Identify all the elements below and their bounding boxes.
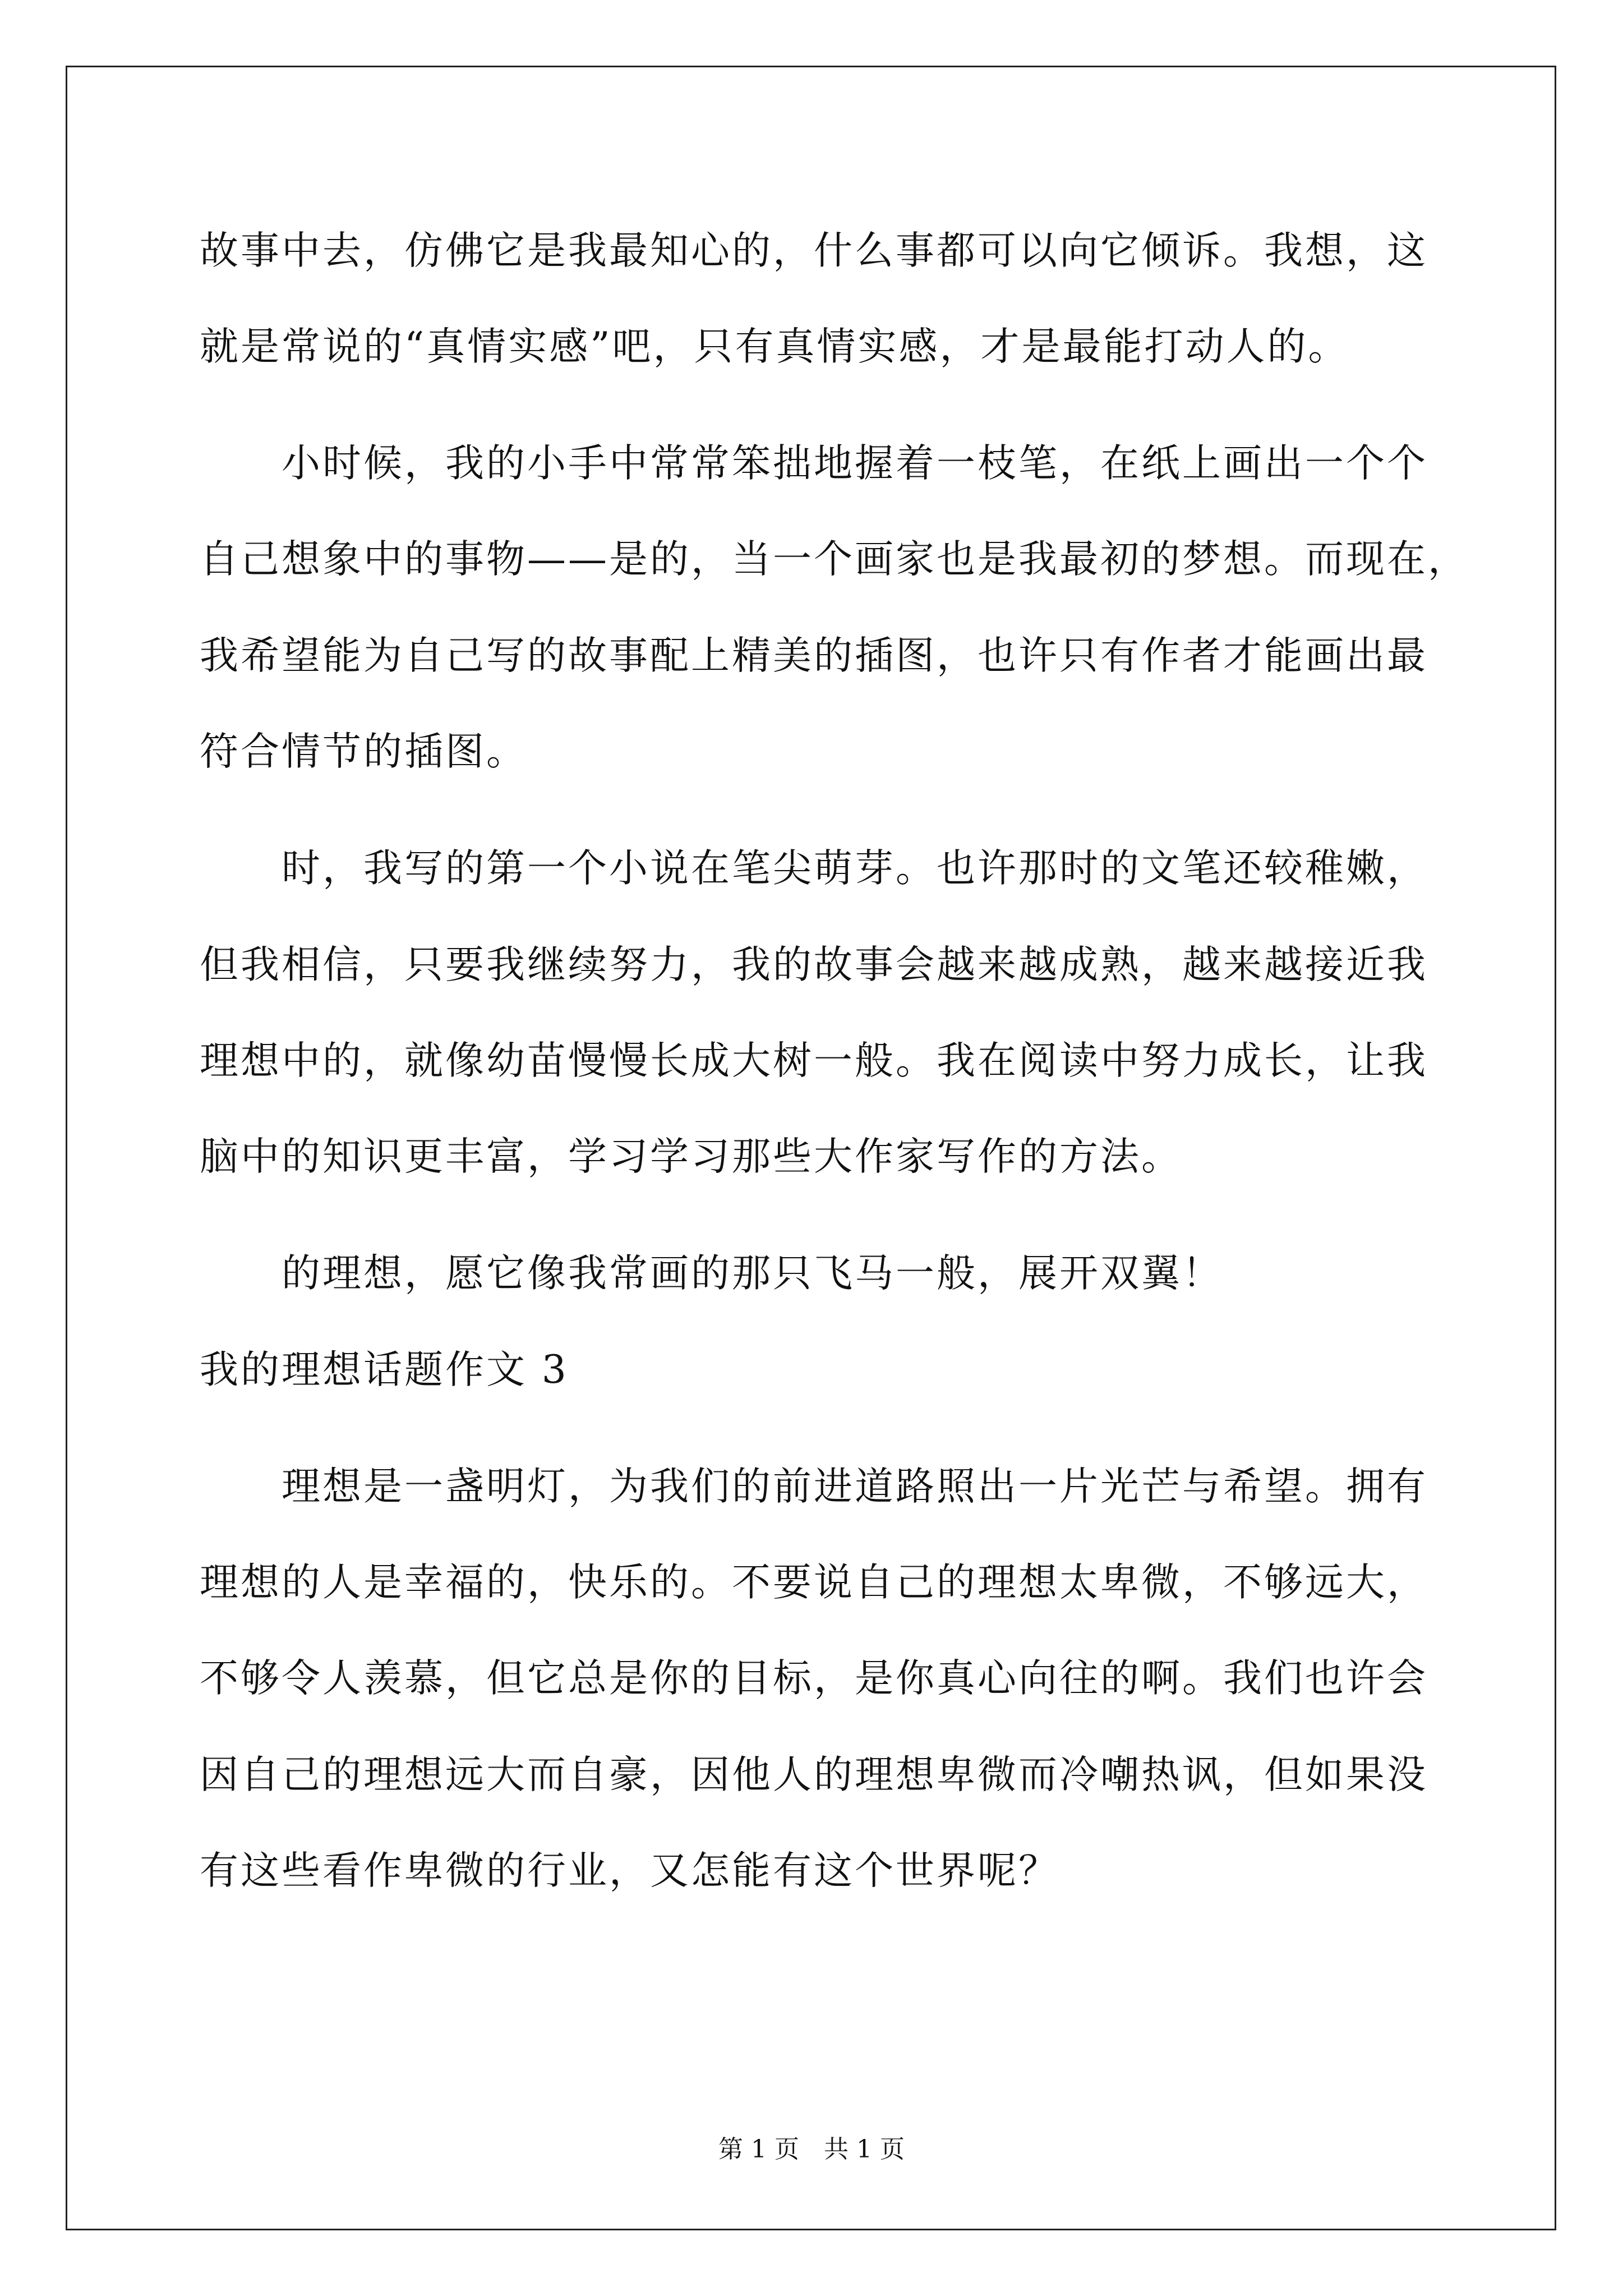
body-line: 理想是一盏明灯，为我们的前进道路照出一片光芒与希望。拥有 <box>200 1464 1428 1509</box>
body-line: 就是常说的“真情实感”吧，只有真情实感，才是最能打动人的。 <box>200 324 1349 369</box>
body-line: 不够令人羡慕，但它总是你的目标，是你真心向往的啊。我们也许会 <box>200 1656 1428 1701</box>
body-line: 故事中去，仿佛它是我最知心的，什么事都可以向它倾诉。我想，这 <box>200 228 1428 273</box>
body-line: 因自己的理想远大而自豪，因他人的理想卑微而冷嘲热讽，但如果没 <box>200 1752 1428 1797</box>
body-line: 的理想，愿它像我常画的那只飞马一般，展开双翼！ <box>200 1251 1223 1296</box>
page-footer <box>0 2137 1623 2162</box>
body-line: 理想的人是幸福的，快乐的。不要说自己的理想太卑微，不够远大， <box>200 1560 1428 1605</box>
page-total: 共 1 页 <box>824 2135 905 2164</box>
body-line: 小时候，我的小手中常常笨拙地握着一枝笔，在纸上画出一个个 <box>200 441 1428 486</box>
body-line: 自己想象中的事物——是的，当一个画家也是我最初的梦想。而现在， <box>200 537 1469 582</box>
body-line: 脑中的知识更丰富，学习学习那些大作家写作的方法。 <box>200 1134 1182 1179</box>
section-heading: 我的理想话题作文 3 <box>200 1347 569 1392</box>
body-line: 我希望能为自己写的故事配上精美的插图，也许只有作者才能画出最 <box>200 633 1428 678</box>
body-line: 理想中的，就像幼苗慢慢长成大树一般。我在阅读中努力成长，让我 <box>200 1038 1428 1083</box>
body-line: 但我相信，只要我继续努力，我的故事会越来越成熟，越来越接近我 <box>200 942 1428 987</box>
body-line: 符合情节的插图。 <box>200 729 527 774</box>
body-line: 有这些看作卑微的行业，又怎能有这个世界呢？ <box>200 1848 1059 1893</box>
page-number: 第 1 页 <box>718 2135 799 2164</box>
body-line: 时，我写的第一个小说在笔尖萌芽。也许那时的文笔还较稚嫩， <box>200 846 1428 891</box>
